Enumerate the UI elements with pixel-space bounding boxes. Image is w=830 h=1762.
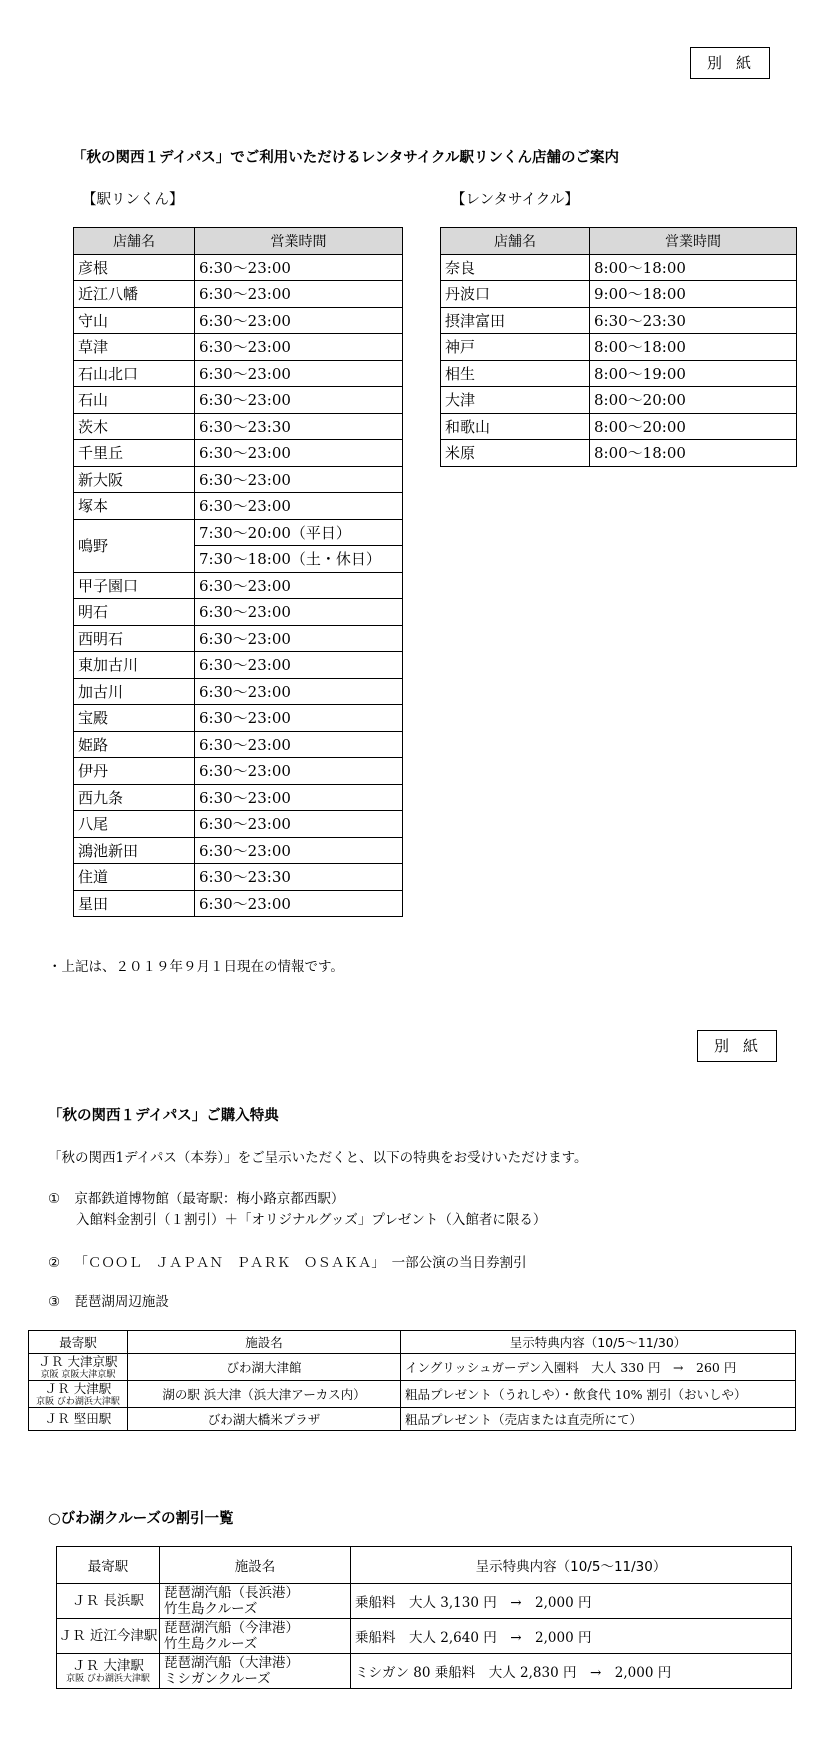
store-name-cell: 西明石: [74, 625, 195, 652]
rental-label: 【レンタサイクル】: [451, 192, 579, 208]
benefit-cell: 粗品プレゼント（売店または直売所にて）: [401, 1408, 796, 1431]
table-row: [441, 254, 797, 281]
info-note: ・上記は、２０１９年９月１日現在の情報です。: [48, 959, 344, 975]
hours-cell: 6:30～23:00: [195, 599, 403, 626]
store-name-cell: 石山北口: [74, 360, 195, 387]
table-header-row: [29, 1331, 796, 1354]
benefit-cell: ミシガン 80 乗船料 大人 2,830 円 → 2,000 円: [351, 1654, 792, 1689]
hours-cell: 8:00～18:00: [590, 334, 797, 361]
station-name-secondary: 京阪 京阪大津京駅: [40, 1370, 116, 1380]
store-name-cell: 鴻池新田: [74, 837, 195, 864]
benefit-1: [48, 1187, 344, 1207]
benefit-cell: イングリッシュガーデン入園料 大人 330 円 → 260 円: [401, 1354, 796, 1381]
hours-cell: 6:30～23:00: [195, 625, 403, 652]
hours-cell: 6:30～23:30: [590, 307, 797, 334]
station-cell: [29, 1354, 128, 1381]
attachment-tag: 別紙: [690, 47, 770, 79]
store-name-cell: 守山: [74, 307, 195, 334]
station-name: ＪＲ 大津駅: [44, 1381, 112, 1396]
cruise-table: [56, 1546, 792, 1689]
hours-cell: 6:30～23:00: [195, 784, 403, 811]
store-name-cell: 摂津富田: [441, 307, 590, 334]
hours-cell: 9:00～18:00: [590, 281, 797, 308]
table-row: [74, 758, 403, 785]
facility-cell: [160, 1654, 351, 1689]
hours-cell: 6:30～23:00: [195, 837, 403, 864]
benefit-title: 「ＣＯＯＬ ＪＡＰＡＮ ＰＡＲＫ ＯＳＡＫＡ」 一部公演の当日券割引: [74, 1255, 527, 1271]
cruise-name: ミシガンクルーズ: [164, 1671, 271, 1687]
column-header: 呈示特典内容（10/5～11/30）: [401, 1331, 796, 1354]
table-row: [441, 334, 797, 361]
table-row: [74, 440, 403, 467]
column-header: 店舗名: [74, 228, 195, 255]
column-header: 最寄駅: [29, 1331, 128, 1354]
table-row: [74, 387, 403, 414]
store-name-cell: 米原: [441, 440, 590, 467]
table-row: [57, 1584, 792, 1619]
store-name-cell: 八尾: [74, 811, 195, 838]
station-name-secondary: 京阪 びわ湖浜大津駅: [66, 1674, 150, 1684]
table-row: [74, 334, 403, 361]
facility-name: 琵琶湖汽船（長浜港）: [164, 1585, 299, 1601]
facility-cell: 湖の駅 浜大津（浜大津アーカス内）: [128, 1381, 401, 1408]
hours-cell: 6:30～23:00: [195, 493, 403, 520]
cruise-title: ○びわ湖クルーズの割引一覧: [48, 1511, 234, 1527]
hours-cell: 6:30～23:00: [195, 705, 403, 732]
table-row: [74, 652, 403, 679]
benefits-title: 「秋の関西１デイパス」ご購入特典: [48, 1108, 279, 1124]
table-row: [29, 1354, 796, 1381]
table-row: [29, 1408, 796, 1431]
store-name-cell: 草津: [74, 334, 195, 361]
table-row: [441, 307, 797, 334]
station-name: ＪＲ 大津京駅: [38, 1354, 118, 1369]
table-row: [74, 493, 403, 520]
table-row: [57, 1654, 792, 1689]
store-name-cell: 石山: [74, 387, 195, 414]
ekirin-table: [73, 227, 403, 917]
column-header: 店舗名: [441, 228, 590, 255]
station-cell: [57, 1584, 160, 1619]
column-header: 施設名: [160, 1547, 351, 1584]
store-name-cell: 甲子園口: [74, 572, 195, 599]
table-row: [74, 625, 403, 652]
store-name-cell: 近江八幡: [74, 281, 195, 308]
benefit-cell: 乗船料 大人 3,130 円 → 2,000 円: [351, 1584, 792, 1619]
station-cell: [57, 1654, 160, 1689]
table-row: [441, 440, 797, 467]
store-name-cell: 西九条: [74, 784, 195, 811]
column-header: 営業時間: [195, 228, 403, 255]
store-name-cell: 東加古川: [74, 652, 195, 679]
table-row: [74, 731, 403, 758]
hours-cell: 6:30～23:00: [195, 387, 403, 414]
table-row: [74, 281, 403, 308]
hours-cell: 7:30～20:00（平日）: [195, 519, 403, 546]
hours-cell: 6:30～23:00: [195, 678, 403, 705]
store-name-cell: 丹波口: [441, 281, 590, 308]
benefit-detail: 入館料金割引（１割引）＋「オリジナルグッズ」プレゼント（入館者に限る）: [76, 1212, 547, 1228]
ekirin-label: 【駅リンくん】: [82, 192, 184, 208]
table-row: [441, 413, 797, 440]
store-name-cell: 千里丘: [74, 440, 195, 467]
store-name-cell: 相生: [441, 360, 590, 387]
hours-cell: 6:30～23:00: [195, 890, 403, 917]
hours-cell: 6:30～23:00: [195, 334, 403, 361]
table-row: [74, 254, 403, 281]
benefit-title: 京都鉄道博物館（最寄駅：梅小路京都西駅）: [74, 1191, 345, 1207]
store-name-cell: 宝殿: [74, 705, 195, 732]
rental-table: [440, 227, 797, 467]
store-name-cell: 和歌山: [441, 413, 590, 440]
store-name-cell: 姫路: [74, 731, 195, 758]
store-name-cell: 塚本: [74, 493, 195, 520]
table-row: [74, 784, 403, 811]
hours-cell: 6:30～23:00: [195, 254, 403, 281]
cruise-name: 竹生島クルーズ: [164, 1601, 258, 1617]
station-cell: [29, 1381, 128, 1408]
hours-cell: 6:30～23:00: [195, 758, 403, 785]
facility-cell: びわ湖大橋米プラザ: [128, 1408, 401, 1431]
benefit-number: ③: [48, 1294, 61, 1310]
table-row: [74, 705, 403, 732]
station-cell: [57, 1619, 160, 1654]
table-header-row: [57, 1547, 792, 1584]
benefit-cell: 粗品プレゼント（うれしや）・飲食代 10% 割引（おいしや）: [401, 1381, 796, 1408]
facility-cell: [160, 1584, 351, 1619]
column-header: 施設名: [128, 1331, 401, 1354]
table-row: [74, 678, 403, 705]
store-name-cell: 伊丹: [74, 758, 195, 785]
table-row: [74, 360, 403, 387]
table-row: [74, 890, 403, 917]
benefit-cell: 乗船料 大人 2,640 円 → 2,000 円: [351, 1619, 792, 1654]
hours-cell: 6:30～23:00: [195, 811, 403, 838]
hours-cell: 6:30～23:00: [195, 572, 403, 599]
facility-cell: [160, 1619, 351, 1654]
table-row: [74, 413, 403, 440]
station-name-secondary: 京阪 びわ湖浜大津駅: [36, 1397, 120, 1407]
column-header: 呈示特典内容（10/5～11/30）: [351, 1547, 792, 1584]
station-name: ＪＲ 近江今津駅: [58, 1628, 158, 1644]
page-title: 「秋の関西１デイパス」でご利用いただけるレンタサイクル駅リンくん店舗のご案内: [72, 150, 620, 166]
column-header: 営業時間: [590, 228, 797, 255]
hours-cell: 6:30～23:30: [195, 864, 403, 891]
store-name-cell: 明石: [74, 599, 195, 626]
hours-cell: 6:30～23:00: [195, 466, 403, 493]
hours-cell: 6:30～23:30: [195, 413, 403, 440]
benefit-number: ①: [48, 1191, 61, 1207]
table-header-row: [441, 228, 797, 255]
table-row: [74, 864, 403, 891]
table-row: [57, 1619, 792, 1654]
hours-cell: 8:00～19:00: [590, 360, 797, 387]
store-name-cell: 住道: [74, 864, 195, 891]
hours-cell: 6:30～23:00: [195, 440, 403, 467]
table-row: [74, 811, 403, 838]
table-row: [74, 519, 403, 546]
hours-cell: 6:30～23:00: [195, 307, 403, 334]
store-name-cell: 奈良: [441, 254, 590, 281]
hours-cell: 6:30～23:00: [195, 360, 403, 387]
hours-cell: 6:30～23:00: [195, 281, 403, 308]
benefit-title: 琵琶湖周辺施設: [74, 1294, 169, 1310]
table-row: [74, 599, 403, 626]
facility-cell: びわ湖大津館: [128, 1354, 401, 1381]
hours-cell: 8:00～18:00: [590, 254, 797, 281]
facility-name: 琵琶湖汽船（大津港）: [164, 1655, 299, 1671]
store-name-cell: 加古川: [74, 678, 195, 705]
table-row: [441, 281, 797, 308]
store-name-cell: 神戸: [441, 334, 590, 361]
store-name-cell: 星田: [74, 890, 195, 917]
hours-cell: 8:00～20:00: [590, 413, 797, 440]
benefits-intro: 「秋の関西1デイパス（本券）」をご呈示いただくと、以下の特典をお受けいただけます。: [48, 1150, 588, 1166]
table-row: [74, 307, 403, 334]
hours-cell: 6:30～23:00: [195, 731, 403, 758]
column-header: 最寄駅: [57, 1547, 160, 1584]
table-row: [441, 387, 797, 414]
station-name: ＪＲ 堅田駅: [44, 1411, 112, 1426]
biwako-table: [28, 1330, 796, 1431]
table-row: [74, 572, 403, 599]
hours-cell: 8:00～18:00: [590, 440, 797, 467]
hours-cell: 6:30～23:00: [195, 652, 403, 679]
store-name-cell: 鳴野: [74, 519, 195, 572]
station-name: ＪＲ 長浜駅: [72, 1593, 144, 1609]
benefit-2: [48, 1251, 527, 1271]
store-name-cell: 彦根: [74, 254, 195, 281]
table-row: [441, 360, 797, 387]
attachment-tag-2: 別紙: [697, 1030, 777, 1062]
store-name-cell: 大津: [441, 387, 590, 414]
table-row: [74, 837, 403, 864]
table-row: [29, 1381, 796, 1408]
station-name: ＪＲ 大津駅: [72, 1658, 144, 1674]
store-name-cell: 茨木: [74, 413, 195, 440]
table-header-row: [74, 228, 403, 255]
station-cell: [29, 1408, 128, 1431]
hours-cell: 7:30～18:00（土・休日）: [195, 546, 403, 573]
store-name-cell: 新大阪: [74, 466, 195, 493]
facility-name: 琵琶湖汽船（今津港）: [164, 1620, 299, 1636]
benefit-3: [48, 1290, 169, 1310]
table-row: [74, 466, 403, 493]
benefit-number: ②: [48, 1255, 61, 1271]
hours-cell: 8:00～20:00: [590, 387, 797, 414]
cruise-name: 竹生島クルーズ: [164, 1636, 258, 1652]
